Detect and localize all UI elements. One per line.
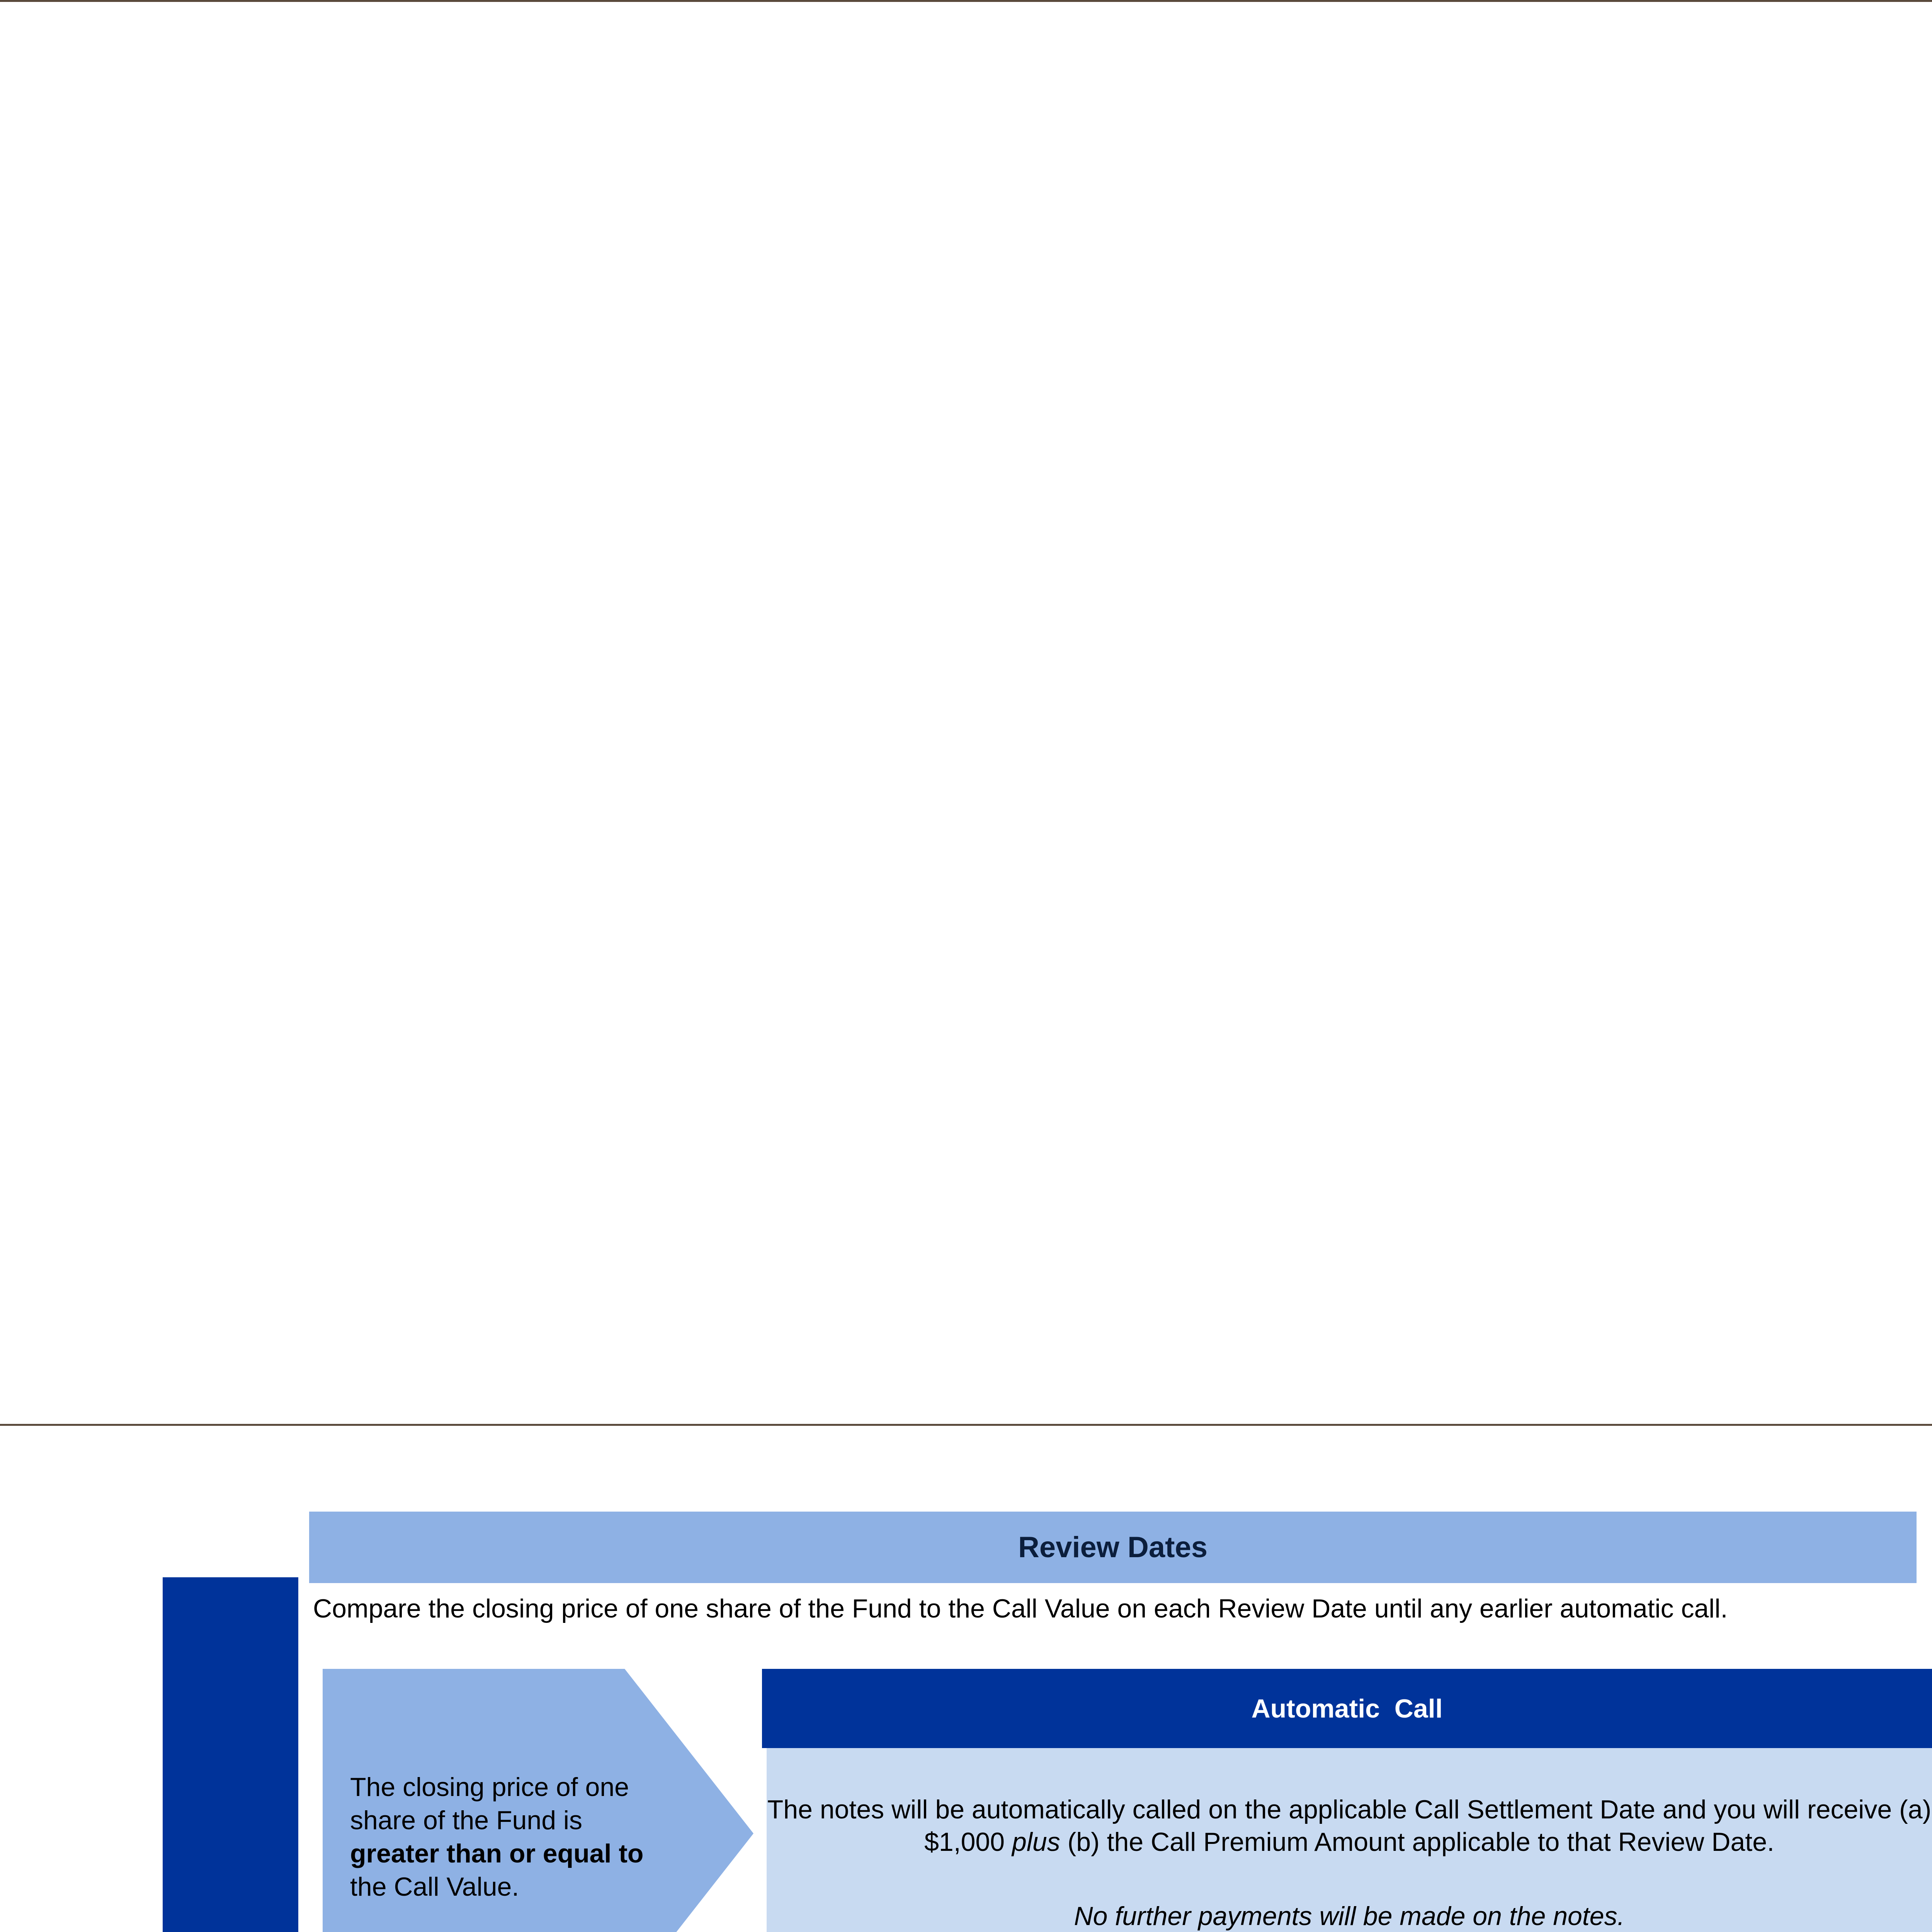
automatic-call-header bbox=[762, 1669, 1932, 1748]
top-divider bbox=[0, 0, 1932, 2]
review-dates-title: Review Dates bbox=[1018, 1531, 1208, 1564]
review-dates-banner bbox=[309, 1512, 1917, 1583]
automatic-call-title: Automatic Call bbox=[1251, 1694, 1443, 1723]
condition-above-text bbox=[350, 1770, 651, 1903]
condition-above-prefix: The closing price of one share of the Fund is bbox=[350, 1772, 629, 1835]
automatic-call-text-italic: plus bbox=[1012, 1827, 1060, 1857]
automatic-call-panel bbox=[767, 1748, 1932, 1932]
section-divider bbox=[0, 1424, 1932, 1426]
automatic-call-note: No further payments will be made on the notes. bbox=[1074, 1901, 1625, 1931]
condition-above-emphasis: greater than or equal to bbox=[350, 1839, 644, 1868]
automatic-call-text-part2: (b) the Call Premium Amount applicable to that Review Date. bbox=[1060, 1827, 1774, 1857]
compare-instruction: Compare the closing price of one share of the Fund to the Call Value on each Review Date until any earlier automatic call. bbox=[313, 1594, 1728, 1623]
call-value-bar bbox=[163, 1577, 298, 1932]
automatic-call-text-part1: The notes will be automatically called on the applicable Call Settlement Date and you will receive (a) $1,000 bbox=[767, 1795, 1932, 1857]
condition-above-suffix: the Call Value. bbox=[350, 1872, 519, 1901]
automatic-call-description bbox=[767, 1793, 1932, 1858]
